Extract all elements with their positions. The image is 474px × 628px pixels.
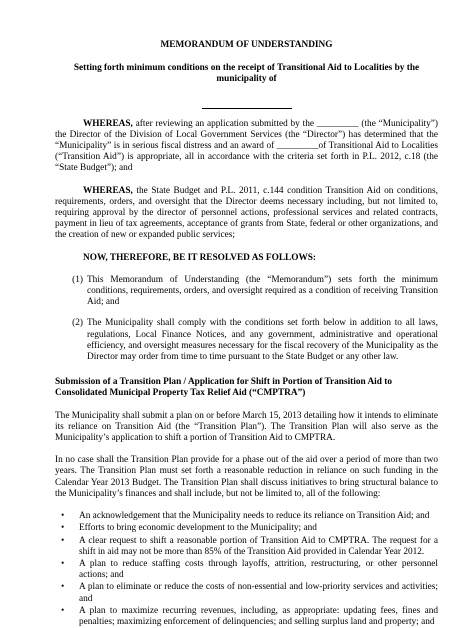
list-item bbox=[55, 582, 438, 604]
list-item bbox=[55, 523, 438, 534]
bullet-icon: • bbox=[61, 558, 65, 569]
document-subtitle: Setting forth minimum conditions on the receipt of Transitional Aid to Localities by the municipality of bbox=[73, 63, 420, 85]
bullet-text: A clear request to shift a reasonable portion of Transition Aid to CMPTRA. The request for a shift in aid may not be more than 85% of the Transition Aid provided in Calendar Year 2012. bbox=[79, 535, 438, 557]
list-item bbox=[55, 511, 438, 522]
bullet-text: An acknowledgement that the Municipality needs to reduce its reliance on Transition Aid; and bbox=[79, 511, 430, 522]
bullet-icon: • bbox=[61, 535, 65, 546]
list-item bbox=[55, 606, 438, 628]
bullet-text: A plan to eliminate or reduce the costs of non-essential and low-priority services and activities; and bbox=[79, 582, 438, 604]
whereas-text: after reviewing an application submitted by the _________ (the “Municipality”) the Director of the Division of Local Government Services (the “Director”) has determined that the “Municipality” is in serious fiscal distress and an award of _________of Transitional Aid to Localities (“Transition Aid”) is appropriate, all in accordance with the criteria set forth in P.L. 2012, c.18 (the “State Budget”); and bbox=[55, 118, 438, 174]
municipality-blank-line bbox=[202, 98, 292, 109]
whereas-text: the State Budget and P.L. 2011, c.144 condition Transition Aid on conditions, requirements, orders, and oversight that the Director deems necessary including, but not limited to, requiring approval by the director of personnel actions, professional services and related contracts, payment in lieu of tax agreements, acceptance of grants from State, federal or other organizations, and the creation of new or expanded public services; bbox=[55, 185, 438, 241]
numbered-list bbox=[55, 275, 438, 363]
resolved-heading: NOW, THEREFORE, BE IT RESOLVED AS FOLLOWS: bbox=[83, 252, 317, 263]
list-item bbox=[55, 536, 438, 558]
list-item bbox=[55, 275, 438, 309]
transition-plan-paragraph: The Municipality shall submit a plan on or before March 15, 2013 detailing how it intends to eliminate its reliance on Transition Aid (the “Transition Plan”). The Transition Plan will also serve as the Municipality’s application to shift a portion of Transition Aid to CMPTRA. bbox=[55, 410, 438, 444]
bullet-icon: • bbox=[61, 605, 65, 616]
list-item bbox=[55, 318, 438, 363]
whereas-lead: WHEREAS, bbox=[83, 118, 133, 129]
bullet-icon: • bbox=[61, 511, 65, 522]
item-text: This Memorandum of Understanding (the “Memorandum”) sets forth the minimum conditions, requirements, orders, and oversight required as a condition of receiving Transition Aid; and bbox=[87, 274, 438, 308]
phase-out-paragraph: In no case shall the Transition Plan provide for a phase out of the aid over a period of more than two years. The Transition Plan must set forth a reasonable reduction in reliance on such funding in the Calendar Year 2013 Budget. The Transition Plan shall discuss initiatives to bring structural balance to the Municipality’s finances and shall include, but not be limited to, all of the following: bbox=[55, 455, 438, 499]
section-heading: Submission of a Transition Plan / Application for Shift in Portion of Transition Aid to Consolidated Municipal Property Tax Relief Aid (“CMPTRA”) bbox=[55, 377, 392, 399]
list-item bbox=[55, 559, 438, 581]
bullet-text: A plan to reduce staffing costs through layoffs, attrition, restructuring, or other personnel actions; and bbox=[79, 558, 438, 581]
bullet-text: Efforts to bring economic development to the Municipality; and bbox=[79, 523, 317, 534]
whereas-paragraph-1 bbox=[55, 119, 438, 175]
item-number: (2) bbox=[72, 318, 83, 329]
whereas-lead: WHEREAS, bbox=[83, 185, 133, 196]
item-number: (1) bbox=[72, 274, 83, 285]
document-title: MEMORANDUM OF UNDERSTANDING bbox=[160, 40, 333, 50]
bullet-text: A plan to maximize recurring revenues, including, as appropriate: updating fees, fines and penalties; maximizing enforcement of delinquencies; and selling surplus land and property; and bbox=[79, 605, 438, 627]
item-text: The Municipality shall comply with the conditions set forth below in addition to all laws, regulations, Local Finance Notices, and any government, administrative and operational efficiency, and oversight measures necessary for the fiscal recovery of the Municipality as the Director may order from time to time pursuant to the State Budget or any other law. bbox=[87, 318, 438, 363]
whereas-paragraph-2 bbox=[55, 186, 438, 242]
bullet-icon: • bbox=[61, 523, 65, 534]
requirements-bullet-list bbox=[55, 511, 438, 628]
bullet-icon: • bbox=[61, 582, 65, 593]
